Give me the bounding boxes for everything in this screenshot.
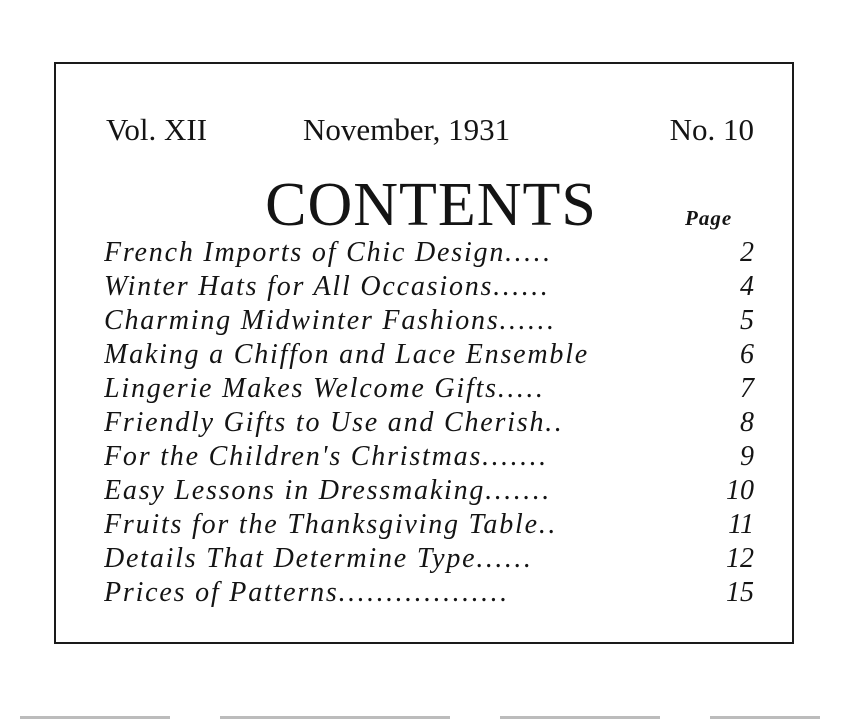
toc-entry-leader: ......	[476, 543, 534, 574]
toc-entry-page: 4	[740, 271, 754, 302]
toc-entry-leader: ..	[545, 407, 565, 438]
toc-entry-page: 5	[740, 305, 754, 336]
toc-entry-title-text: Fruits for the Thanksgiving Table	[104, 509, 539, 540]
toc-entry-title-text: Making a Chiffon and Lace Ensemble	[104, 339, 590, 370]
toc-entry-page: 12	[726, 543, 754, 574]
toc-entry-page: 15	[726, 577, 754, 608]
toc-entry	[104, 304, 754, 338]
toc-entry-title-text: French Imports of Chic Design	[104, 237, 506, 268]
toc-entry-leader: .......	[482, 441, 549, 472]
toc-entry-title	[104, 440, 684, 474]
toc-entry-title	[104, 372, 684, 406]
toc-entry-page: 6	[740, 339, 754, 370]
contents-box	[54, 62, 794, 644]
toc-entry-title-text: Easy Lessons in Dressmaking	[104, 475, 486, 506]
toc-entry-title	[104, 474, 684, 508]
contents-heading: CONTENTS	[265, 171, 597, 239]
toc-entry	[104, 406, 754, 440]
toc-entry-title	[104, 406, 684, 440]
toc-entry-title-text: Details That Determine Type	[104, 543, 477, 574]
toc-entry-title-text: Friendly Gifts to Use and Cherish	[104, 407, 546, 438]
toc-entry	[104, 338, 754, 372]
toc-entry-title	[104, 270, 684, 304]
toc-entry	[104, 576, 754, 610]
toc-entry-page: 7	[740, 373, 754, 404]
table-of-contents	[104, 236, 754, 610]
toc-entry-title	[104, 236, 684, 270]
volume-number: Vol. XII	[106, 112, 208, 147]
toc-entry	[104, 372, 754, 406]
toc-entry-page: 9	[740, 441, 754, 472]
toc-entry	[104, 542, 754, 576]
toc-entry	[104, 508, 754, 542]
toc-entry-leader: ......	[493, 271, 551, 302]
toc-entry	[104, 270, 754, 304]
toc-entry-leader: .......	[485, 475, 552, 506]
issue-number: No. 10	[669, 112, 754, 147]
toc-entry-title-text: Prices of Patterns	[104, 577, 339, 608]
masthead	[106, 110, 754, 150]
toc-entry-title-text: Winter Hats for All Occasions	[104, 271, 494, 302]
toc-entry-leader: .....	[505, 237, 553, 268]
page-column-label: Page	[685, 206, 733, 230]
toc-entry-title-text: Charming Midwinter Fashions	[104, 305, 500, 336]
toc-entry-page: 11	[728, 509, 754, 540]
toc-entry	[104, 474, 754, 508]
toc-entry-title	[104, 576, 684, 610]
toc-entry	[104, 236, 754, 270]
toc-entry-leader: .....	[497, 373, 546, 404]
toc-entry-title-text: For the Children's Christmas	[104, 441, 483, 472]
toc-entry-leader: ..	[538, 509, 558, 540]
toc-entry-leader: ......	[499, 305, 557, 336]
cropped-previous-text	[0, 0, 850, 11]
cropped-next-text	[20, 716, 830, 724]
issue-date: November, 1931	[303, 112, 511, 147]
toc-entry-title-text: Lingerie Makes Welcome Gifts	[104, 373, 498, 404]
toc-entry-title	[104, 542, 684, 576]
toc-entry-page: 10	[726, 475, 754, 506]
toc-entry	[104, 440, 754, 474]
toc-entry-leader: ..................	[338, 577, 510, 608]
toc-entry-title	[104, 338, 684, 372]
toc-entry-title	[104, 304, 684, 338]
toc-entry-title	[104, 508, 684, 542]
toc-entry-page: 8	[740, 407, 754, 438]
toc-entry-page: 2	[740, 237, 754, 268]
